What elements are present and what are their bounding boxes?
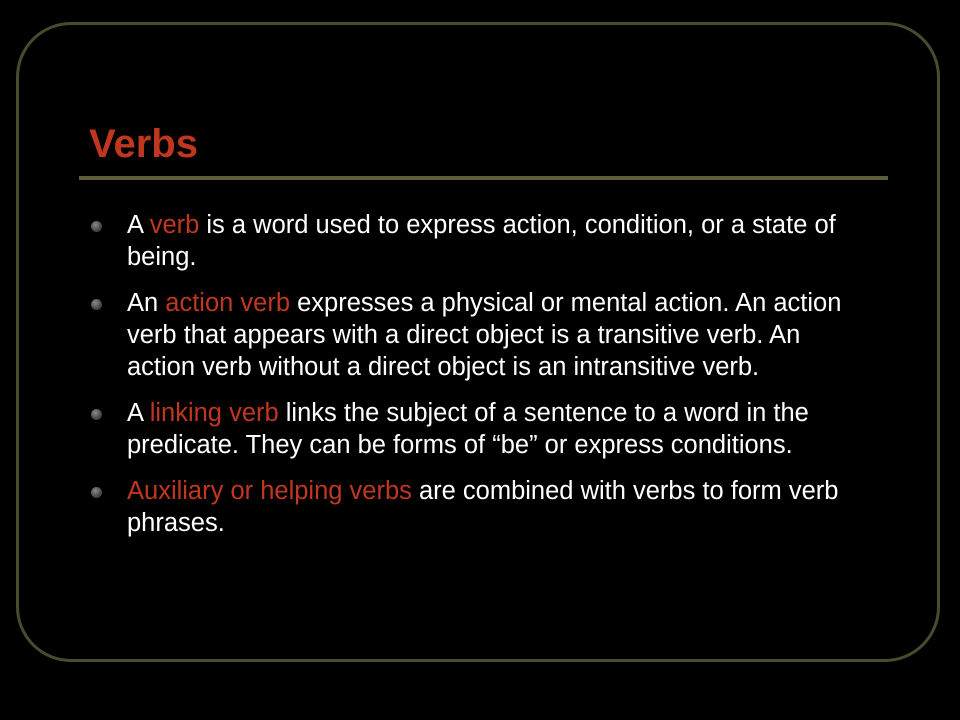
slide-title: Verbs bbox=[89, 122, 198, 166]
bullet-text-pre: An bbox=[127, 289, 166, 317]
bullet-item-verb bbox=[89, 209, 869, 273]
bullet-item-auxiliary-verbs bbox=[89, 475, 869, 539]
highlighted-term: linking verb bbox=[149, 399, 279, 427]
bullet-text-post: expresses a physical or mental action. An action verb that appears with a direct object is a transitive verb. An action verb without a direct object is an intransitive verb. bbox=[127, 289, 842, 381]
bullet-item-linking-verb bbox=[89, 397, 869, 461]
bullet-text-post: are combined with verbs to form verb phrases. bbox=[127, 477, 839, 537]
highlighted-term: action verb bbox=[165, 289, 291, 317]
highlighted-term: verb bbox=[149, 211, 200, 239]
title-underline bbox=[79, 176, 888, 180]
bullet-dot-icon bbox=[91, 221, 102, 232]
bullet-text-pre: A bbox=[127, 211, 150, 239]
bullet-item-action-verb bbox=[89, 287, 869, 383]
highlighted-term: Auxiliary or helping verbs bbox=[127, 477, 412, 505]
bullet-dot-icon bbox=[91, 409, 102, 420]
bullet-dot-icon bbox=[91, 299, 102, 310]
bullet-text-post: links the subject of a sentence to a word in the predicate. They can be forms of “be” or express conditions. bbox=[127, 399, 809, 459]
bullet-text-pre: A bbox=[127, 399, 150, 427]
bullet-list bbox=[89, 209, 869, 539]
bullet-text-post: is a word used to express action, condition, or a state of being. bbox=[127, 211, 836, 271]
bullet-dot-icon bbox=[91, 487, 102, 498]
